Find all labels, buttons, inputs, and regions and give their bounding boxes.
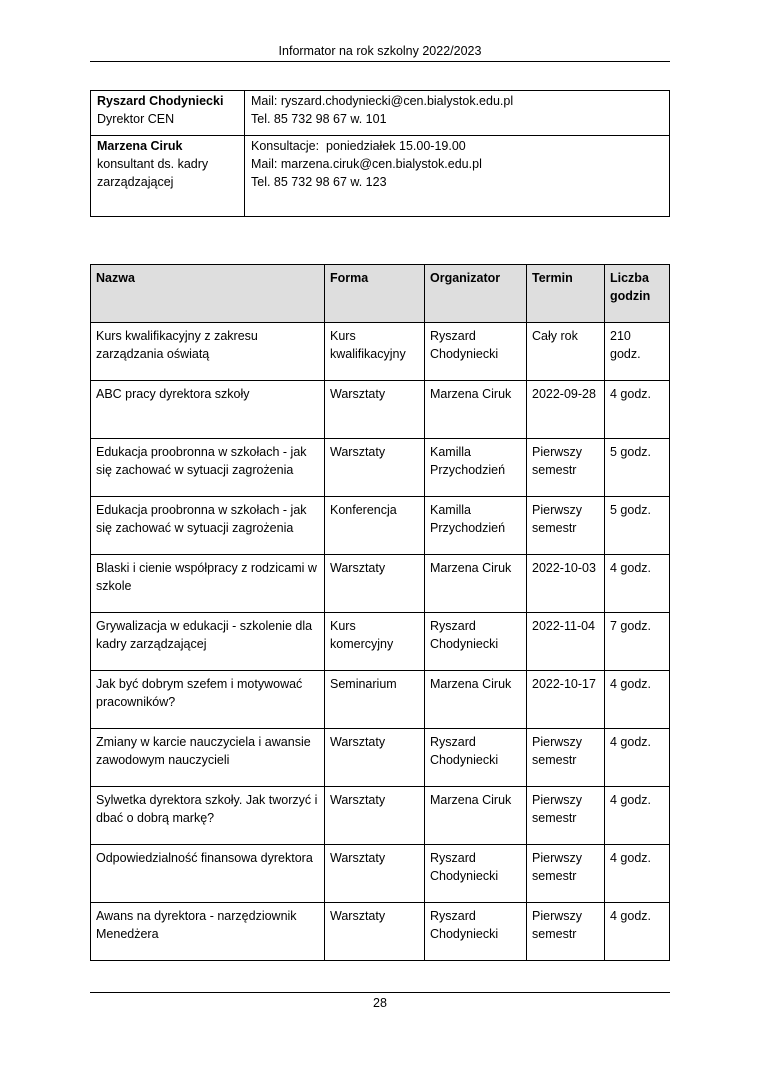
course-name: Edukacja proobronna w szkołach - jak się zachować w sytuacji zagrożenia [91, 439, 325, 497]
contact-person [91, 136, 245, 217]
contact-row [91, 91, 670, 136]
course-date: Pierwszy semestr [527, 903, 605, 961]
course-hours: 4 godz. [605, 903, 670, 961]
course-date: Cały rok [527, 323, 605, 381]
course-organizer: Marzena Ciruk [425, 787, 527, 845]
course-hours: 4 godz. [605, 729, 670, 787]
table-row [91, 381, 670, 439]
contact-phone: Tel. 85 732 98 67 w. 101 [251, 112, 387, 126]
contact-role: zarządzającej [97, 175, 174, 189]
course-hours: 4 godz. [605, 671, 670, 729]
table-row [91, 845, 670, 903]
table-row [91, 323, 670, 381]
course-date: Pierwszy semestr [527, 439, 605, 497]
course-organizer: Ryszard Chodyniecki [425, 903, 527, 961]
course-organizer: Ryszard Chodyniecki [425, 729, 527, 787]
course-name: Grywalizacja w edukacji - szkolenie dla kadry zarządzającej [91, 613, 325, 671]
course-organizer: Ryszard Chodyniecki [425, 613, 527, 671]
course-organizer: Ryszard Chodyniecki [425, 845, 527, 903]
course-form: Seminarium [325, 671, 425, 729]
course-form: Warsztaty [325, 729, 425, 787]
column-header-name: Nazwa [91, 265, 325, 323]
contact-info [245, 91, 670, 136]
course-hours: 210 godz. [605, 323, 670, 381]
course-form: Warsztaty [325, 439, 425, 497]
contact-person [91, 91, 245, 136]
course-name: Kurs kwalifikacyjny z zakresu zarządzania oświatą [91, 323, 325, 381]
table-row [91, 671, 670, 729]
table-row [91, 439, 670, 497]
column-header-hours: Liczba godzin [605, 265, 670, 323]
course-name: Awans na dyrektora - narzędziownik Menedżera [91, 903, 325, 961]
course-hours: 4 godz. [605, 787, 670, 845]
course-date: Pierwszy semestr [527, 729, 605, 787]
course-date: Pierwszy semestr [527, 845, 605, 903]
column-header-form: Forma [325, 265, 425, 323]
course-form: Kurs kwalifikacyjny [325, 323, 425, 381]
contact-phone: Tel. 85 732 98 67 w. 123 [251, 175, 387, 189]
contact-info [245, 136, 670, 217]
course-form: Warsztaty [325, 845, 425, 903]
course-date: 2022-10-17 [527, 671, 605, 729]
column-header-organizer: Organizator [425, 265, 527, 323]
course-form: Warsztaty [325, 903, 425, 961]
course-name: ABC pracy dyrektora szkoły [91, 381, 325, 439]
course-name: Odpowiedzialność finansowa dyrektora [91, 845, 325, 903]
table-row [91, 613, 670, 671]
course-date: 2022-10-03 [527, 555, 605, 613]
course-form: Konferencja [325, 497, 425, 555]
table-row [91, 555, 670, 613]
courses-table [90, 264, 670, 961]
contact-email[interactable]: Mail: marzena.ciruk@cen.bialystok.edu.pl [251, 157, 482, 171]
table-row [91, 729, 670, 787]
contacts-table [90, 90, 670, 217]
table-row [91, 787, 670, 845]
course-hours: 4 godz. [605, 845, 670, 903]
course-form: Warsztaty [325, 787, 425, 845]
course-hours: 4 godz. [605, 555, 670, 613]
table-header-row [91, 265, 670, 323]
course-organizer: Marzena Ciruk [425, 555, 527, 613]
page-number: 28 [373, 996, 387, 1010]
footer-rule [90, 992, 670, 993]
contact-name: Marzena Ciruk [97, 139, 183, 153]
contact-row [91, 136, 670, 217]
course-name: Zmiany w karcie nauczyciela i awansie zawodowym nauczycieli [91, 729, 325, 787]
table-row [91, 903, 670, 961]
contact-email[interactable]: Mail: ryszard.chodyniecki@cen.bialystok.edu.pl [251, 94, 514, 108]
contact-role: Dyrektor CEN [97, 112, 175, 126]
course-date: 2022-09-28 [527, 381, 605, 439]
course-date: Pierwszy semestr [527, 787, 605, 845]
course-form: Warsztaty [325, 381, 425, 439]
header-rule [90, 61, 670, 62]
course-hours: 7 godz. [605, 613, 670, 671]
course-organizer: Kamilla Przychodzień [425, 439, 527, 497]
course-name: Blaski i cienie współpracy z rodzicami w szkole [91, 555, 325, 613]
course-name: Sylwetka dyrektora szkoły. Jak tworzyć i dbać o dobrą markę? [91, 787, 325, 845]
course-name: Jak być dobrym szefem i motywować pracowników? [91, 671, 325, 729]
course-date: 2022-11-04 [527, 613, 605, 671]
course-form: Warsztaty [325, 555, 425, 613]
column-header-date: Termin [527, 265, 605, 323]
table-row [91, 497, 670, 555]
contact-role: konsultant ds. kadry [97, 157, 209, 171]
course-form: Kurs komercyjny [325, 613, 425, 671]
contact-name: Ryszard Chodyniecki [97, 94, 224, 108]
course-organizer: Kamilla Przychodzień [425, 497, 527, 555]
course-name: Edukacja proobronna w szkołach - jak się zachować w sytuacji zagrożenia [91, 497, 325, 555]
contact-consultation: Konsultacje: poniedziałek 15.00-19.00 [251, 139, 466, 153]
course-hours: 4 godz. [605, 381, 670, 439]
course-hours: 5 godz. [605, 497, 670, 555]
course-date: Pierwszy semestr [527, 497, 605, 555]
course-organizer: Marzena Ciruk [425, 381, 527, 439]
course-organizer: Ryszard Chodyniecki [425, 323, 527, 381]
running-header: Informator na rok szkolny 2022/2023 [278, 44, 482, 58]
course-hours: 5 godz. [605, 439, 670, 497]
course-organizer: Marzena Ciruk [425, 671, 527, 729]
